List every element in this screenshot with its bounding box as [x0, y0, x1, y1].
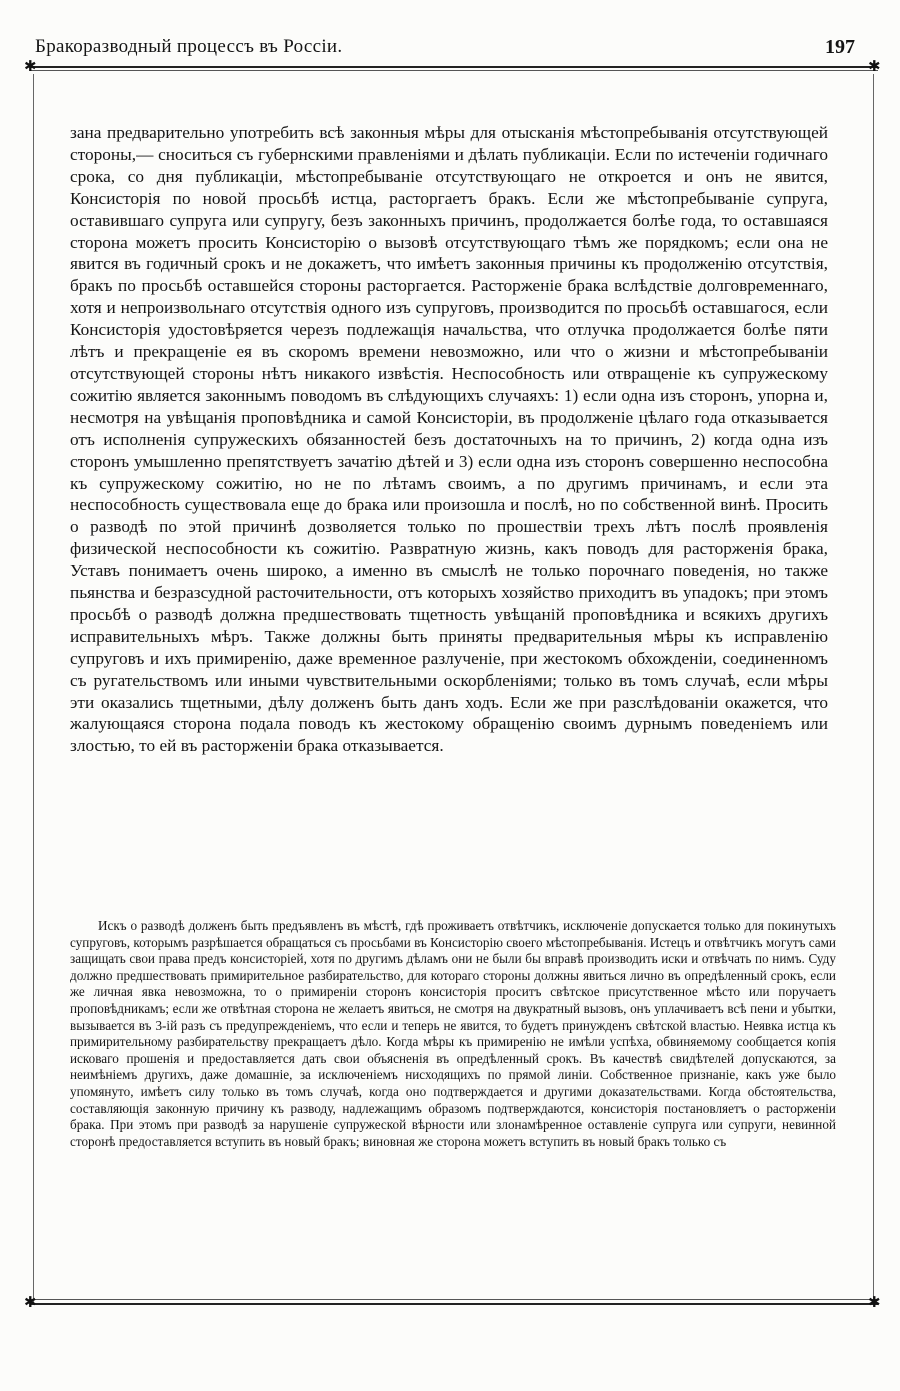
- running-header: [35, 36, 855, 66]
- top-rule: [30, 66, 878, 68]
- ornament-star-right-bottom: ✱: [868, 1295, 881, 1311]
- bottom-rule-inner: [30, 1299, 878, 1300]
- main-body-text: [70, 122, 828, 757]
- footnote-block: [70, 918, 836, 1150]
- ornament-star-left-top: ✱: [24, 59, 37, 75]
- page-number: 197: [825, 36, 855, 58]
- bottom-rule: [30, 1303, 878, 1305]
- frame-left-line: [33, 74, 34, 1304]
- top-rule-inner: [30, 70, 878, 71]
- note-paragraph: Искъ о разводѣ долженъ быть предъявленъ въ мѣстѣ, гдѣ проживаетъ отвѣтчикъ, исключеніе допускается только для покинутыхъ супруговъ, которымъ разрѣшается обращаться съ просьбами въ Консисторію своего мѣстопребыванія. Истецъ и отвѣтчикъ могутъ сами защищать свои права предъ консисторіей, хотя по другимъ дѣламъ они не были бы вправѣ производить иски и отвѣчать по нимъ. Суду должно предшествовать примирительное разбирательство, для котораго стороны должны явиться лично въ опредѣленный срокъ, если же личная явка невозможна, то о примиреніи сторонъ консисторія проситъ свѣтское присутственное мѣсто или поручаетъ проповѣдникамъ; если же отвѣтная сторона не желаетъ явиться, не смотря на двукратный вызовъ, онъ уплачиваетъ всѣ пени и убытки, вызывается въ 3-ій разъ съ предупрежденіемъ, что если и теперь не явится, то будетъ принужденъ свѣтской властью. Неявка истца къ примирительному разбирательству прекращаетъ дѣло. Когда мѣры къ примиренію не имѣли успѣха, обвиняемому сообщается копія исковаго прошенія и предоставляется дать свои объясненія въ опредѣленный срокъ. Въ качествѣ свидѣтелей допускаются, за неимѣніемъ другихъ, даже домашніе, за исключеніемъ нисходящихъ по прямой линіи. Собственное признаніе, какъ уже было упомянуто, имѣетъ силу только въ томъ случаѣ, когда оно подтверждается и другими доказательствами. Когда обстоятельства, составляющія законную причину къ разводу, надлежащимъ образомъ подтверждаются, консисторія постановляетъ о расторженіи брака. При этомъ при разводѣ за нарушеніе супружеской вѣрности или злонамѣренное оставленіе супруга или супруги, невинной сторонѣ предоставляется вступить въ новый бракъ; виновная же сторона можетъ вступить въ новый бракъ только съ: [70, 918, 836, 1149]
- running-title: Бракоразводный процессъ въ Россіи.: [35, 36, 343, 57]
- ornament-star-left-bottom: ✱: [24, 1295, 37, 1311]
- main-paragraph: зана предварительно употребить всѣ законныя мѣры для отысканія мѣстопребыванія отсутствующей стороны,— сноситься съ губернскими правленіями и дѣлать публикаціи. Если по истеченіи годичнаго срока, со дня публикаціи, мѣстопребываніе отсутствующаго не откроется и онъ не явится, Консисторія по новой просьбѣ истца, расторгаетъ бракъ. Если же мѣстопребываніе супруга, оставившаго супруга или супругу, безъ законныхъ причинъ, продолжается болѣе года, то оставшаяся сторона можетъ просить Консисторію о вызовѣ отсутствующаго тѣмъ же порядкомъ; если она не явится въ годичный срокъ и не докажетъ, что имѣетъ законныя причины къ продолженію отсутствія, бракъ по просьбѣ оставшейся стороны расторгается. Расторженіе брака вслѣдствіе долговременнаго, хотя и непроизвольнаго отсутствія одного изъ супруговъ, производится по просьбѣ оставшагося, если Консисторія удостовѣряется черезъ подлежащія начальства, что отлучка продолжается болѣе пяти лѣтъ и прекращеніе ея въ скоромъ времени невозможно, или что о жизни и мѣстопребываніи отсутствующей стороны нѣтъ никакого извѣстія. Неспособность или отвращеніе къ супружескому сожитію является законнымъ поводомъ въ слѣдующихъ случаяхъ: 1) если одна изъ сторонъ, упорна и, несмотря на увѣщанія проповѣдника и самой Консисторіи, въ продолженіе цѣлаго года отказывается отъ исполненія супружескихъ обязанностей безъ достаточныхъ на то причинъ, 2) когда одна изъ сторонъ умышленно препятствуетъ зачатію дѣтей и 3) если одна изъ сторонъ совершенно неспособна къ супружескому сожитію, но не по лѣтамъ своимъ, а по другимъ причинамъ, и если эта неспособность существовала еще до брака или произошла и послѣ, но по собственной винѣ. Просить о разводѣ по этой причинѣ дозволяется только по прошествіи трехъ лѣтъ послѣ проявленія физической неспособности къ сожитію. Развратную жизнь, какъ поводъ для расторженія брака, Уставъ понимаетъ очень широко, а именно въ смыслѣ не только порочнаго поведенія, но также пьянства и безразсудной расточительности, отъ которыхъ хозяйство приходитъ въ упадокъ; при этомъ просьбѣ о разводѣ должна предшествовать тщетность увѣщаній проповѣдника и всякихъ другихъ исправительныхъ мѣръ. Также должны быть приняты предварительныя мѣры къ исправленію супруговъ и ихъ примиренію, даже временное разлученіе, при жестокомъ обхожденіи, соединенномъ съ ругательствомъ или иными чувствительными оскорбленіями; только въ томъ случаѣ, если мѣры эти оказались тщетными, дѣлу долженъ быть данъ ходъ. Если же при разслѣдованіи окажется, что жалующаяся сторона подала поводъ къ жестокому обращенію своимъ дурнымъ поведеніемъ или злостью, то ей въ расторженіи брака отказывается.: [70, 123, 828, 756]
- frame-right-line: [873, 74, 874, 1304]
- ornament-star-right-top: ✱: [868, 59, 881, 75]
